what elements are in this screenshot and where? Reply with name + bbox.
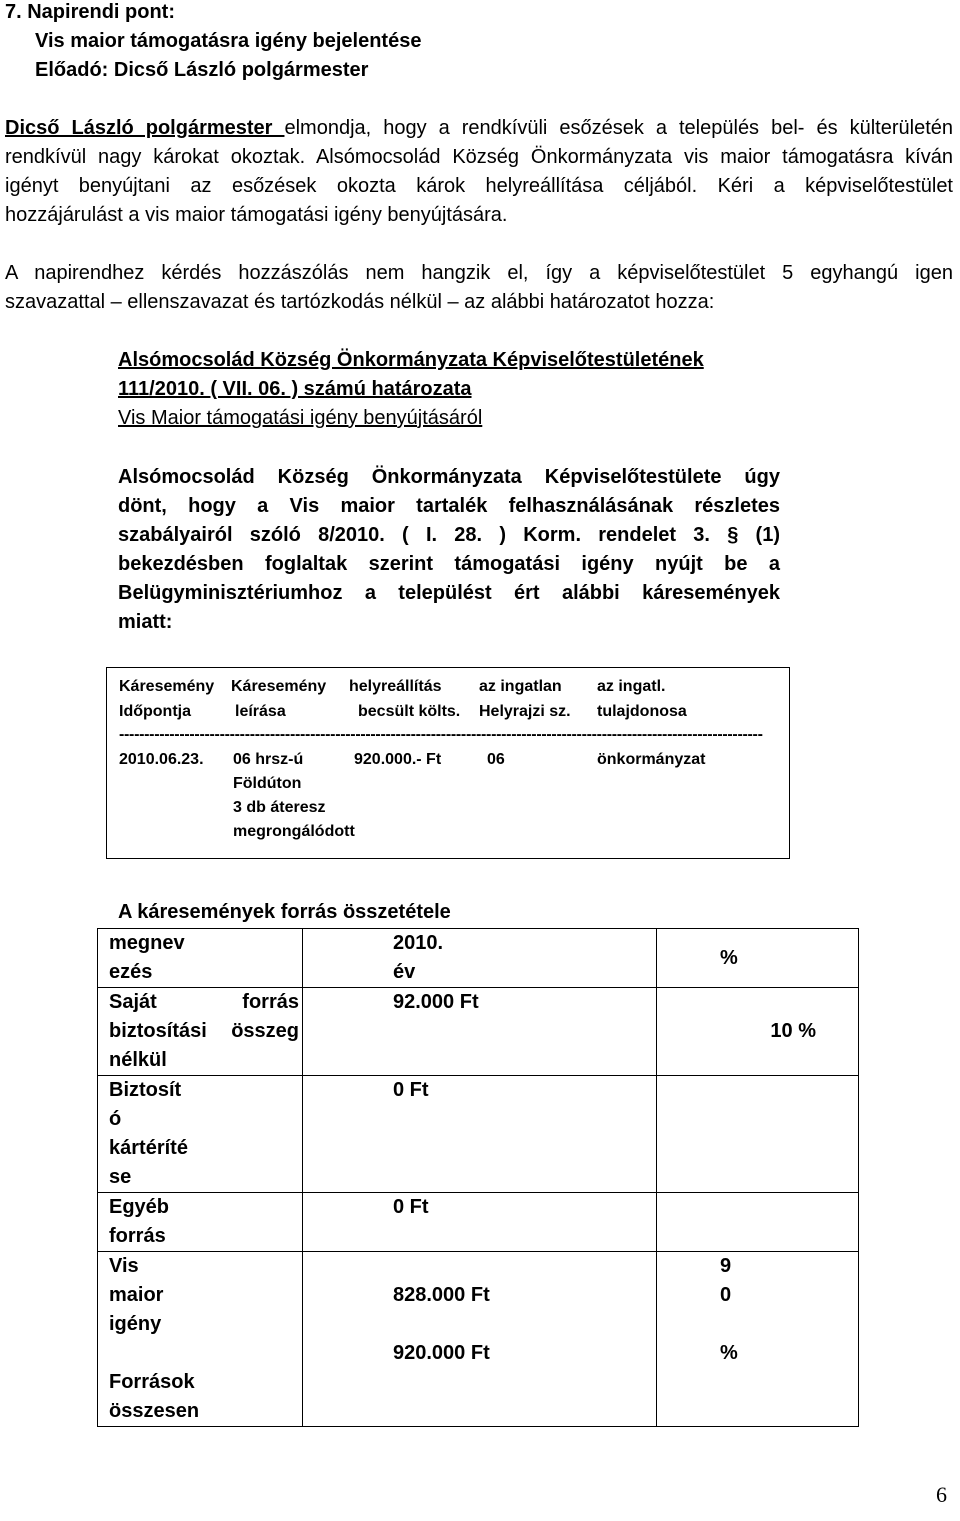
cell-line: Saját forrás xyxy=(109,991,299,1013)
cell-line: 920.000 Ft xyxy=(393,1342,490,1364)
header-cell: az ingatlan xyxy=(479,678,562,695)
name-cell xyxy=(98,1193,303,1252)
header-cell: az ingatl. xyxy=(597,678,666,695)
name-cell xyxy=(98,1252,303,1427)
cell-line: % xyxy=(720,1342,738,1364)
decision-line-3: szabályairól szóló 8/2010. ( I. 28. ) Korm. rendelet 3. § (1) xyxy=(118,524,780,546)
table-row xyxy=(98,988,859,1076)
cell-line xyxy=(720,1310,858,1339)
header-cell: Káresemény xyxy=(231,678,327,695)
table-separator: -------------------------------------------------------------------------------------------------------------------------------- xyxy=(119,726,763,743)
event-owner: önkormányzat xyxy=(597,751,706,768)
cell-line xyxy=(109,1339,302,1368)
name-cell xyxy=(98,1076,303,1193)
vote-line-1: A napirendhez kérdés hozzászólás nem hangzik el, így a képviselőtestület 5 egyhangú igen xyxy=(5,262,953,284)
event-description-line: 06 hrsz-ú xyxy=(233,751,304,768)
amount-cell xyxy=(303,1076,657,1193)
cell-line: 9 xyxy=(720,1255,732,1277)
cell-line: 10 % xyxy=(770,1020,816,1042)
event-description-line: megrongálódott xyxy=(233,823,355,840)
cell-line: 0 Ft xyxy=(393,1079,429,1101)
cell-line: % xyxy=(720,946,738,969)
cell-line: nélkül xyxy=(109,1049,167,1071)
cell-line: 2010. xyxy=(393,932,444,954)
header-cell: Helyrajzi sz. xyxy=(479,703,571,720)
table-row xyxy=(98,1076,859,1193)
vote-paragraph xyxy=(5,259,953,317)
header-cell: Időpontja xyxy=(119,703,191,720)
cell-line: forrás xyxy=(109,1225,166,1247)
decision-line-4: bekezdésben foglaltak szerint támogatási igény nyújt be a xyxy=(118,553,780,575)
name-cell xyxy=(98,988,303,1076)
year-header-cell xyxy=(303,929,657,988)
table-row xyxy=(98,1252,859,1427)
intro-line-3: igényt benyújtani az esőzések okozta károk helyreállítása céljából. Kéri a képviselőtestület xyxy=(5,175,953,197)
cell-line: 92.000 Ft xyxy=(393,991,479,1013)
intro-line-1: elmondja, hogy a rendkívüli esőzések a település bel- és külterületén xyxy=(284,117,953,139)
cell-line: 828.000 Ft xyxy=(393,1284,490,1306)
cell-line: Vis xyxy=(109,1255,139,1277)
page-number: 6 xyxy=(936,1482,947,1507)
resolution-body: Alsómocsolád Község Önkormányzata Képviselőtestületének xyxy=(118,349,704,371)
percent-header-cell xyxy=(657,929,859,988)
resolution-title: Vis Maior támogatási igény benyújtásáról xyxy=(118,407,483,429)
event-parcel: 06 xyxy=(487,751,505,768)
agenda-subject: Vis maior támogatásra igény bejelentése xyxy=(35,30,422,52)
cell-line: se xyxy=(109,1166,132,1188)
percent-cell xyxy=(657,1252,859,1427)
cell-line: Egyéb xyxy=(109,1196,170,1218)
event-description-line: 3 db áteresz xyxy=(233,799,326,816)
header-cell: helyreállítás xyxy=(349,678,442,695)
sources-title: A káresemények forrás összetétele xyxy=(118,901,451,923)
decision-line-6: miatt: xyxy=(118,611,173,633)
header-cell: tulajdonosa xyxy=(597,703,687,720)
speaker-name: Dicső László polgármester xyxy=(5,117,285,139)
header-cell: Káresemény xyxy=(119,678,215,695)
event-description-line: Földúton xyxy=(233,775,302,792)
intro-line-4: hozzájárulást a vis maior támogatási igény benyújtására. xyxy=(5,204,508,226)
event-cost: 920.000.- Ft xyxy=(354,751,442,768)
cell-line: ó xyxy=(109,1108,122,1130)
decision-line-2: dönt, hogy a Vis maior tartalék felhasználásának részletes xyxy=(118,495,780,517)
percent-cell xyxy=(657,1076,859,1193)
vote-line-2: szavazattal – ellenszavazat és tartózkodás nélkül – az alábbi határozatot hozza: xyxy=(5,291,715,313)
damage-events-table xyxy=(106,667,790,859)
cell-line: kártéríté xyxy=(109,1137,188,1159)
name-header-cell xyxy=(98,929,303,988)
cell-line: Biztosít xyxy=(109,1079,182,1101)
presenter-line: Előadó: Dicső László polgármester xyxy=(35,59,369,81)
cell-line: ezés xyxy=(109,961,153,983)
cell-line: Források xyxy=(109,1371,195,1393)
event-date: 2010.06.23. xyxy=(119,751,204,768)
percent-cell xyxy=(657,988,859,1076)
cell-line: igény xyxy=(109,1313,162,1335)
cell-line: 0 Ft xyxy=(393,1196,429,1218)
amount-cell xyxy=(303,1252,657,1427)
decision-line-5: Belügyminisztériumhoz a települést ért alábbi káresemények xyxy=(118,582,780,604)
cell-line: biztosítási összeg xyxy=(109,1020,299,1042)
sources-table xyxy=(97,928,859,1427)
amount-cell xyxy=(303,1193,657,1252)
intro-line-2: rendkívül nagy károkat okoztak. Alsómocsolád Község Önkormányzata vis maior támogatásra kíván xyxy=(5,146,953,168)
cell-line: maior xyxy=(109,1284,164,1306)
intro-paragraph xyxy=(5,114,953,230)
cell-line: év xyxy=(393,961,416,983)
table-row xyxy=(98,929,859,988)
agenda-item-heading: 7. Napirendi pont: xyxy=(5,1,175,23)
header-cell: becsült költs. xyxy=(358,703,461,720)
resolution-number: 111/2010. ( VII. 06. ) számú határozata xyxy=(118,378,472,400)
cell-line: megnev xyxy=(109,932,185,954)
table-row xyxy=(98,1193,859,1252)
cell-line: összesen xyxy=(109,1400,200,1422)
cell-line: 0 xyxy=(720,1284,732,1306)
decision-text xyxy=(118,463,780,637)
amount-cell xyxy=(303,988,657,1076)
header-cell: leírása xyxy=(235,703,286,720)
percent-cell xyxy=(657,1193,859,1252)
decision-line-1: Alsómocsolád Község Önkormányzata Képviselőtestülete úgy xyxy=(118,466,780,488)
